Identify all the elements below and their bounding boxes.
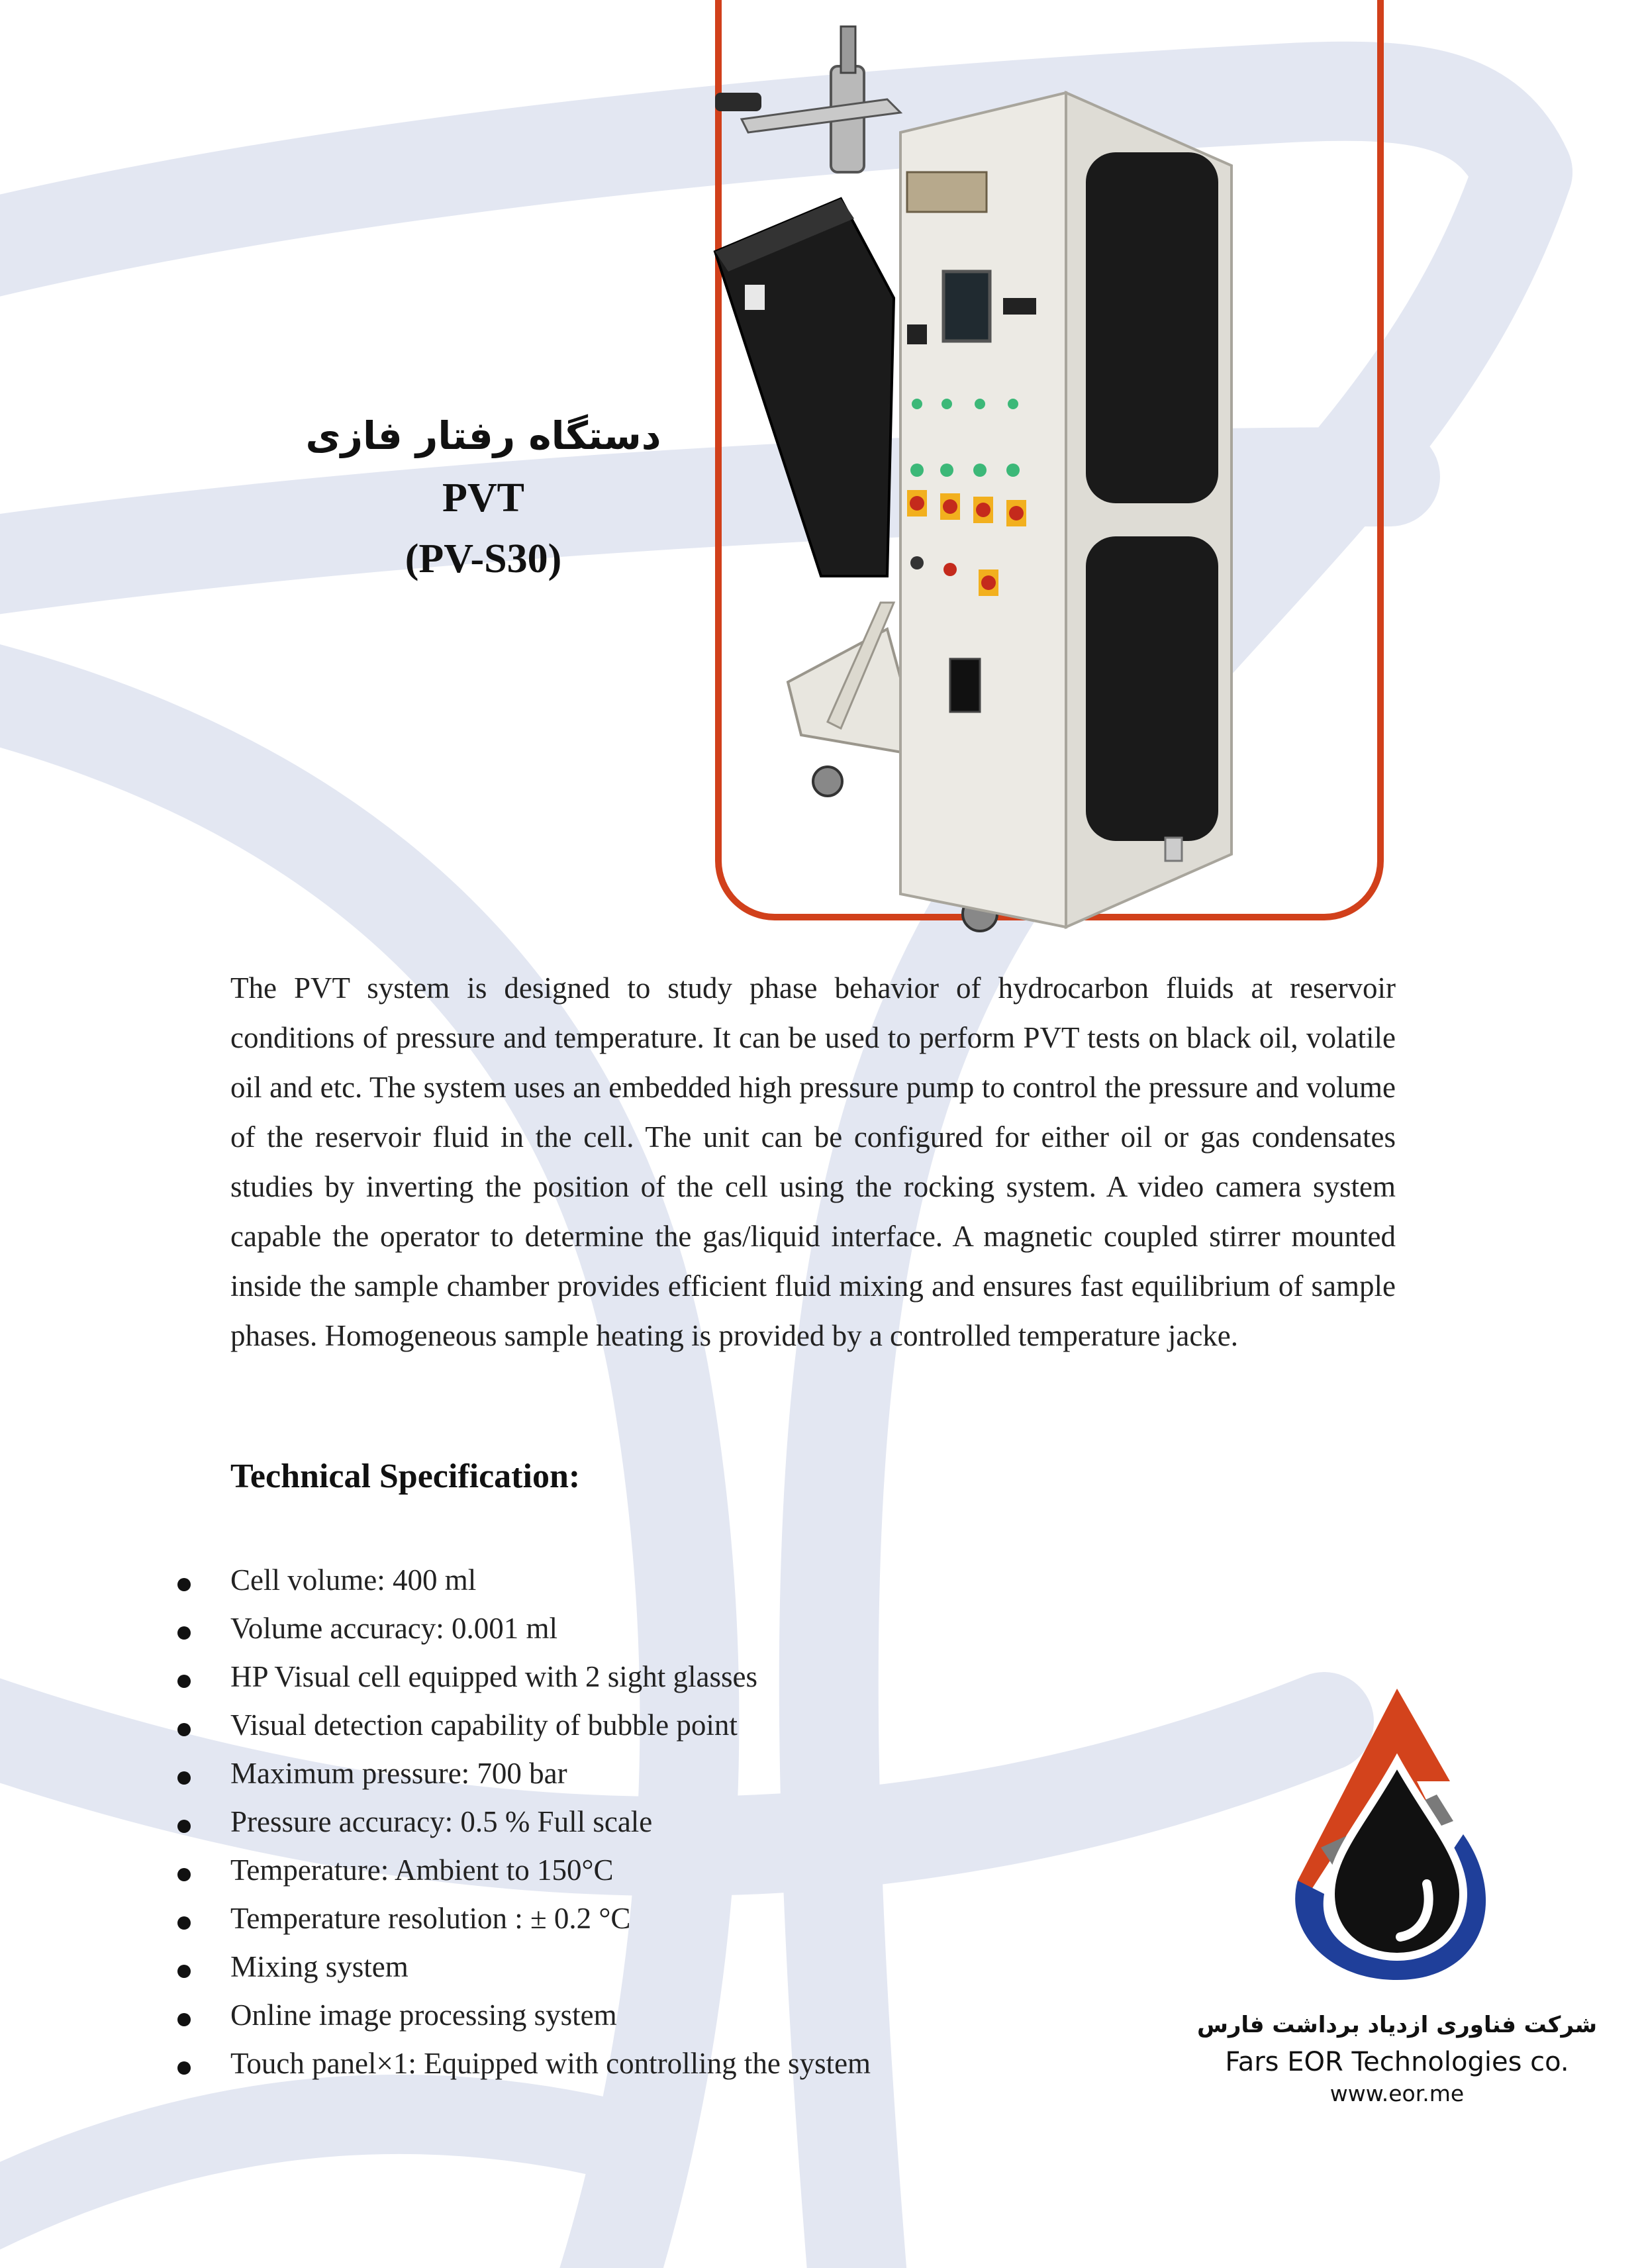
bullet-icon [177,1723,191,1736]
touch-panel-screen [943,271,990,341]
company-name-persian: شرکت فناوری ازدیاد برداشت فارس [1196,2012,1598,2038]
company-info [1185,2006,1609,2107]
cabinet-side-panel-top [1086,152,1218,503]
nameplate [907,172,987,212]
valve-arm [742,99,900,132]
bullet-icon [177,2013,191,2026]
company-website: www.eor.me [1329,2081,1465,2106]
valve-stem [841,26,855,73]
spec-heading: Technical Specification: [230,1457,581,1495]
company-logo [1284,1682,1510,1987]
digital-readout [1003,298,1036,315]
spec-item [230,2040,871,2088]
product-code: (PV-S30) [405,536,562,581]
spec-item [230,1750,871,1798]
power-inlet [1165,838,1182,861]
bullet-icon [177,1675,191,1688]
camera-port [950,659,980,712]
bullet-icon [177,1965,191,1978]
spec-text: HP Visual cell equipped with 2 sight glasses [230,1660,757,1693]
spec-item [230,1846,871,1895]
cabinet-side-panel-bottom [1086,536,1218,841]
spec-text: Temperature resolution : ± 0.2 °C [230,1902,631,1935]
valve-handle [715,93,761,111]
bullet-icon [177,1820,191,1833]
spec-text: Visual detection capability of bubble point [230,1708,738,1742]
spec-text: Mixing system [230,1950,409,1983]
product-title-persian: دستگاه رفتار فازی [305,413,661,458]
power-switch [907,324,927,344]
pvt-device-image [689,20,1284,947]
spec-text: Temperature: Ambient to 150°C [230,1853,614,1887]
caster-wheel-left [813,767,842,796]
spec-item [230,1653,871,1701]
product-description: The PVT system is designed to study phase behavior of hydrocarbon fluids at reservoir conditions of pressure and temperature. It can be used to perform PVT tests on black oil, volatile oil and etc. The system uses an embedded high pressure pump to control the pressure and volume of the reservoir fluid in the cell. The unit can be configured for either oil or gas condensates studies by inverting the position of the cell using the rocking system. A video camera system capable the operator to determine the gas/liquid interface. A magnetic coupled stirrer mounted inside the sample chamber provides efficient fluid mixing and ensures fast equilibrium of sample phases. Homogeneous sample heating is provided by a controlled temperature jacke. [230,971,1396,1352]
spec-item [230,1556,871,1604]
spec-list [230,1556,871,2088]
spec-text: Maximum pressure: 700 bar [230,1757,567,1790]
product-title [199,404,768,589]
bullet-icon [177,1626,191,1640]
bullet-icon [177,1868,191,1881]
bullet-icon [177,2061,191,2075]
spec-item [230,1943,871,1991]
spec-item [230,1604,871,1653]
spec-item [230,1895,871,1943]
spec-item [230,1798,871,1846]
chamber-display [745,285,765,310]
bullet-icon [177,1916,191,1930]
spec-text: Touch panel×1: Equipped with controlling the system [230,2047,871,2080]
spec-item [230,1701,871,1750]
spec-text: Online image processing system [230,1998,617,2032]
company-name-english: Fars EOR Technologies co. [1225,2047,1569,2077]
spec-text: Cell volume: 400 ml [230,1563,477,1597]
watermark-arc-bottom [0,2114,662,2218]
bullet-icon [177,1578,191,1591]
bullet-icon [177,1771,191,1785]
spec-text: Pressure accuracy: 0.5 % Full scale [230,1805,653,1838]
product-model: PVT [442,475,524,520]
spec-item [230,1991,871,2040]
spec-text: Volume accuracy: 0.001 ml [230,1612,558,1645]
